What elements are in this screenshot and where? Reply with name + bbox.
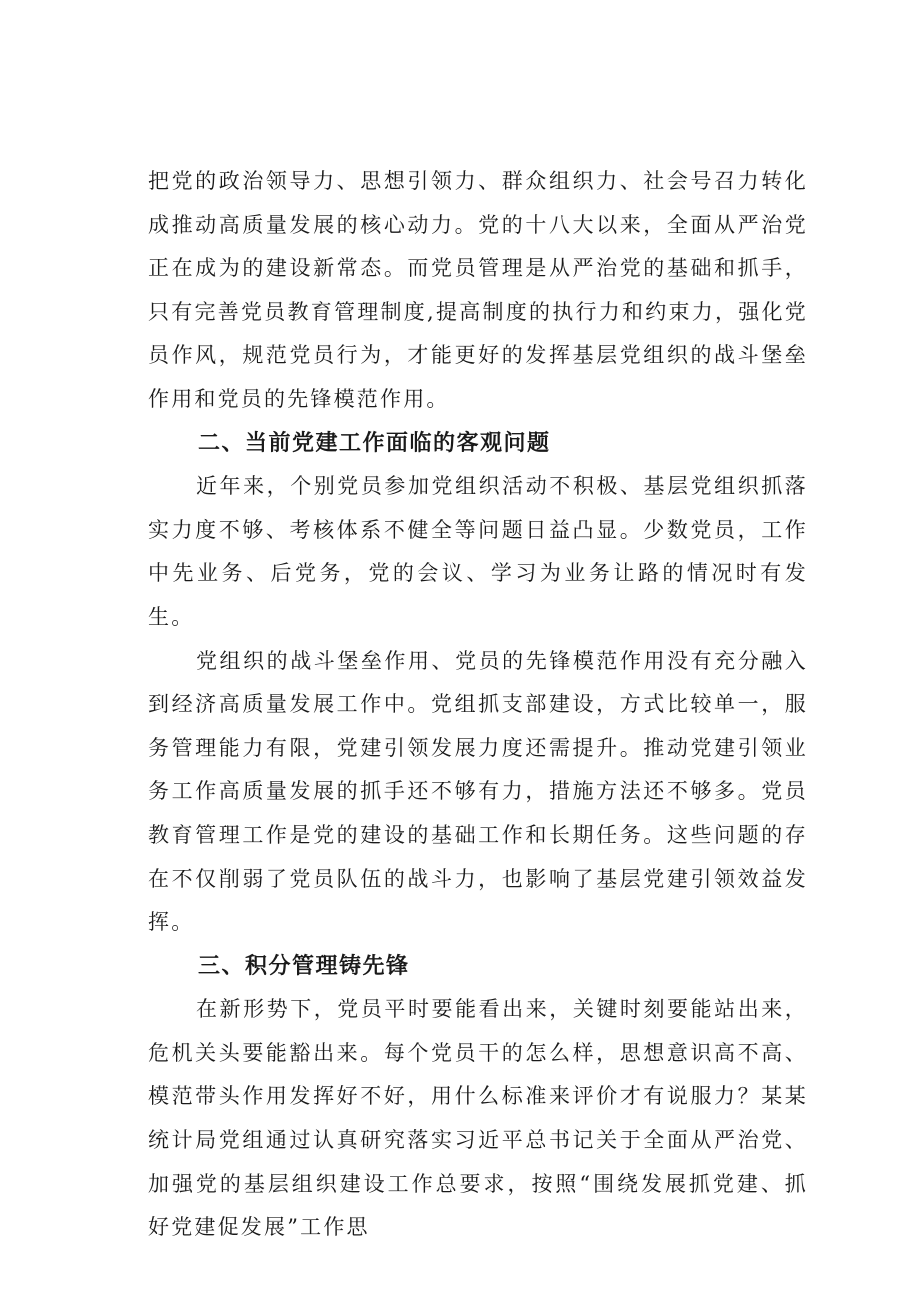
paragraph-points-management: 在新形势下，党员平时要能看出来，关键时刻要能站出来，危机关头要能豁出来。每个党员干的怎么样，思想意识高不高、模范带头作用发挥好不好，用什么标准来评价才有说服力？某某统计局党组通过认真研究落实习近平总书记关于全面从严治党、加强党的基层组织建设工作总要求，按照“围绕发展抓党建、抓好党建促发展”工作思 xyxy=(148,997,808,1240)
document-body xyxy=(148,160,808,1250)
paragraph-intro: 把党的政治领导力、思想引领力、群众组织力、社会号召力转化成推动高质量发展的核心动力。党的十八大以来，全面从严治党正在成为的建设新常态。而党员管理是从严治党的基础和抓手，只有完善党员教育管理制度,提高制度的执行力和约束力，强化党员作风，规范党员行为，才能更好的发挥基层党组织的战斗堡垒作用和党员的先锋模范作用。 xyxy=(148,169,808,411)
section-heading-current-problems: 二、当前党建工作面临的客观问题 xyxy=(198,430,551,456)
paragraph-problems-detail: 党组织的战斗堡垒作用、党员的先锋模范作用没有充分融入到经济高质量发展工作中。党组抓支部建设，方式比较单一，服务管理能力有限，党建引领发展力度还需提升。推动党建引领业务工作高质量发展的抓手还不够有力，措施方法还不够多。党员教育管理工作是党的建设的基础工作和长期任务。这些问题的存在不仅削弱了党员队伍的战斗力，也影响了基层党建引领效益发挥。 xyxy=(148,648,808,935)
paragraph-problems-overview: 近年来，个别党员参加党组织活动不积极、基层党组织抓落实力度不够、考核体系不健全等问题日益凸显。少数党员，工作中先业务、后党务，党的会议、学习为业务让路的情况时有发生。 xyxy=(148,474,808,629)
section-heading-points-management: 三、积分管理铸先锋 xyxy=(198,953,410,979)
